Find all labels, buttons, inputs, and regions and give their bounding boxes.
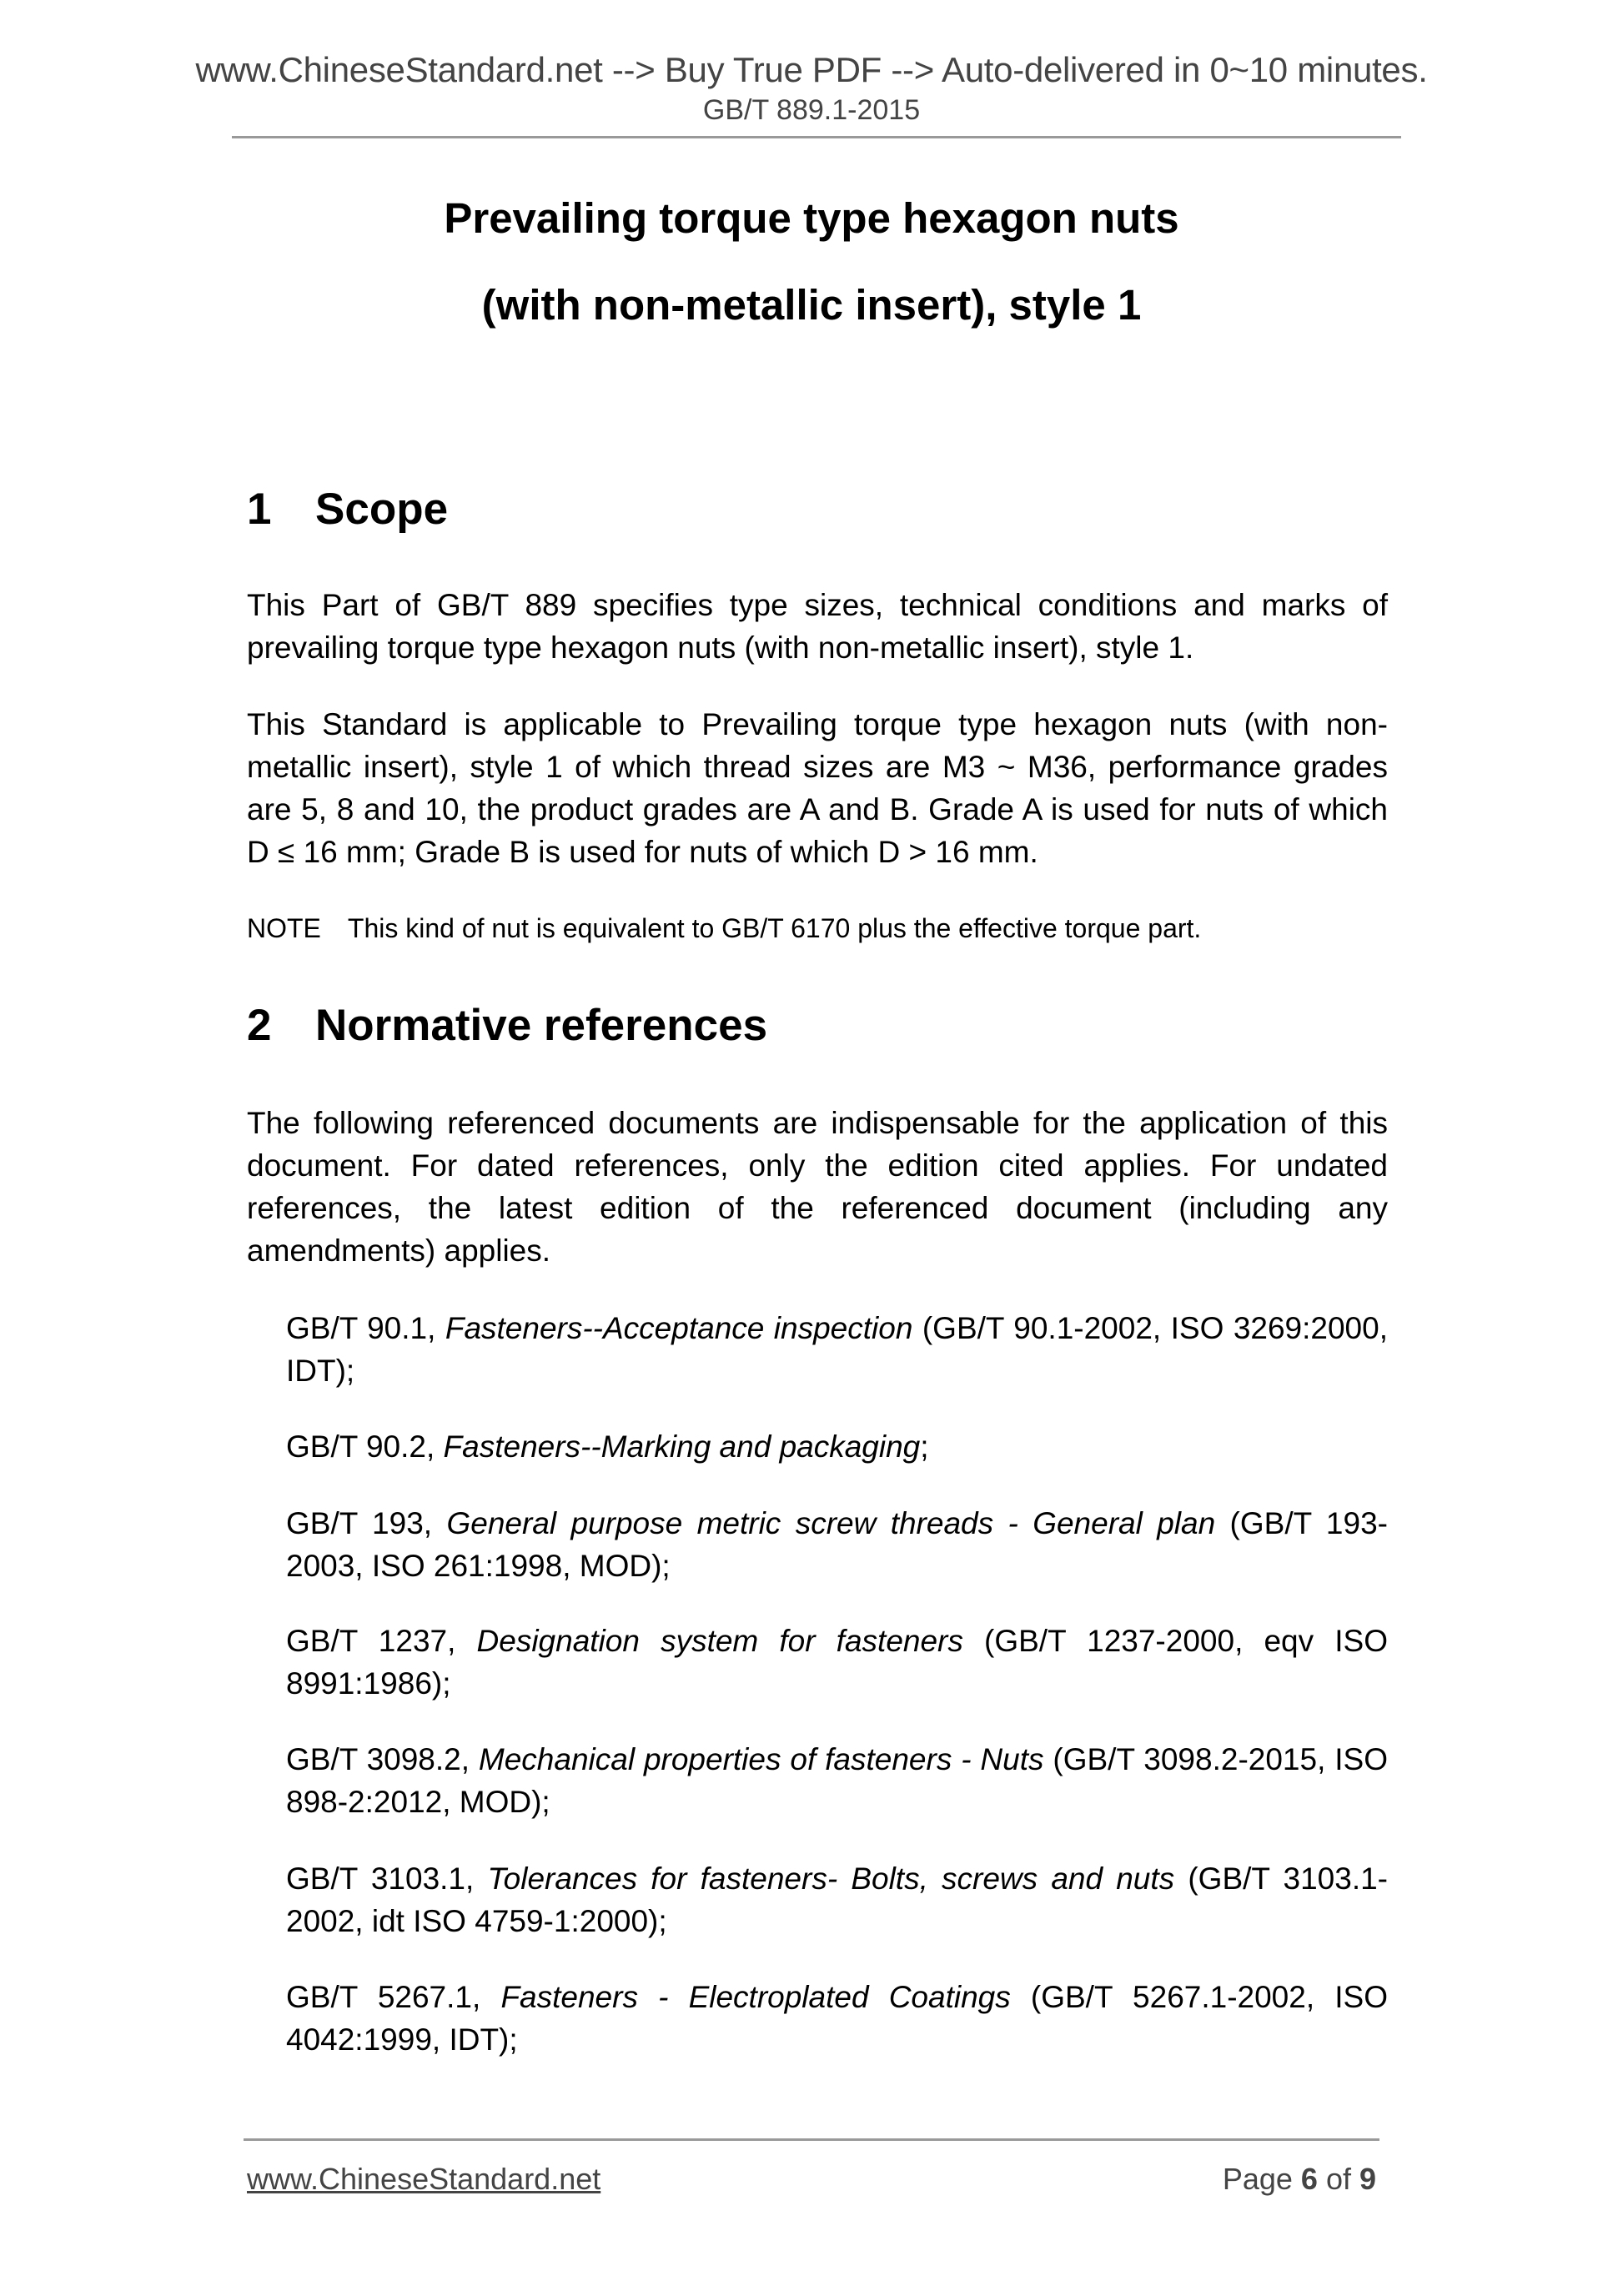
- reference-details: (GB/T 3103.1-2002, idt ISO 4759-1:2000);: [286, 1861, 1389, 1938]
- page-current: 6: [1300, 2162, 1318, 2196]
- section-number: 1: [247, 485, 272, 534]
- footer-website-link[interactable]: www.ChineseStandard.net: [247, 2162, 601, 2196]
- note-text: This kind of nut is equivalent to GB/T 6170 plus the effective torque part.: [347, 913, 1202, 943]
- reference-details: ;: [920, 1429, 929, 1464]
- header-banner: www.ChineseStandard.net --> Buy True PDF --> Auto-delivered in 0~10 minutes.: [195, 50, 1428, 89]
- scope-paragraph-2: This Standard is applicable to Prevailing torque type hexagon nuts (with non-metallic insert), style 1 of which thread sizes are M3 ~ M36, performance grades are 5, 8 and 10, the product grades are A and B. Grade A is used for nuts of which D ≤ 16 mm; Grade B is used for nuts of which D > 16 mm.: [247, 707, 1388, 869]
- header-divider: [232, 136, 1401, 138]
- reference-item: [286, 1307, 1388, 1392]
- reference-details: (GB/T 3098.2-2015, ISO 898-2:2012, MOD);: [286, 1742, 1388, 1819]
- reference-code: GB/T 1237,: [286, 1624, 477, 1658]
- document-title-line1: Prevailing torque type hexagon nuts: [444, 194, 1179, 242]
- references-intro: The following referenced documents are indispensable for the application of this document. For dated references, only the edition cited applies. For undated references, the latest edition of the referenced document (including any amendments) applies.: [247, 1106, 1388, 1268]
- page-indicator: [1223, 2162, 1376, 2197]
- reference-details: (GB/T 193-2003, ISO 261:1998, MOD);: [286, 1506, 1388, 1583]
- reference-item: [286, 1976, 1388, 2061]
- reference-title: Designation system for fasteners: [476, 1624, 963, 1658]
- page-prefix: Page: [1222, 2162, 1301, 2196]
- scope-note: [247, 913, 1201, 944]
- reference-item: [286, 1620, 1388, 1705]
- reference-item: [286, 1738, 1388, 1823]
- reference-title: Fasteners--Marking and packaging: [443, 1429, 921, 1464]
- page-total: 9: [1359, 2162, 1376, 2196]
- section-heading-scope: [247, 484, 448, 535]
- document-title-line2: (with non-metallic insert), style 1: [481, 281, 1142, 329]
- reference-title: Mechanical properties of fasteners - Nuts: [478, 1742, 1044, 1776]
- reference-code: GB/T 3103.1,: [286, 1861, 488, 1896]
- section-title: Scope: [315, 485, 449, 534]
- section-heading-normative-references: [247, 1000, 767, 1051]
- reference-code: GB/T 90.2,: [286, 1429, 444, 1464]
- reference-details: (GB/T 90.1-2002, ISO 3269:2000, IDT);: [286, 1311, 1388, 1388]
- reference-item: [286, 1502, 1388, 1587]
- reference-title: Fasteners--Acceptance inspection: [445, 1311, 913, 1345]
- reference-title: Tolerances for fasteners- Bolts, screws and nuts: [487, 1861, 1175, 1896]
- footer-divider: [244, 2138, 1379, 2141]
- reference-code: GB/T 193,: [286, 1506, 447, 1540]
- page-separator: of: [1317, 2162, 1359, 2196]
- reference-code: GB/T 3098.2,: [286, 1742, 479, 1776]
- section-number: 2: [247, 1001, 272, 1050]
- note-label: NOTE: [247, 913, 321, 943]
- reference-details: (GB/T 5267.1-2002, ISO 4042:1999, IDT);: [286, 1980, 1389, 2057]
- reference-code: GB/T 90.1,: [286, 1311, 445, 1345]
- reference-details: (GB/T 1237-2000, eqv ISO 8991:1986);: [286, 1624, 1388, 1701]
- reference-code: GB/T 5267.1,: [286, 1980, 501, 2014]
- section-title: Normative references: [315, 1001, 768, 1050]
- reference-title: Fasteners - Electroplated Coatings: [500, 1980, 1011, 2014]
- reference-title: General purpose metric screw threads - General plan: [446, 1506, 1216, 1540]
- reference-item: [286, 1857, 1388, 1942]
- scope-paragraph-1: This Part of GB/T 889 specifies type sizes, technical conditions and marks of prevailing torque type hexagon nuts (with non-metallic insert), style 1.: [247, 588, 1388, 665]
- standard-code: GB/T 889.1-2015: [702, 94, 921, 126]
- reference-item: [286, 1425, 1388, 1468]
